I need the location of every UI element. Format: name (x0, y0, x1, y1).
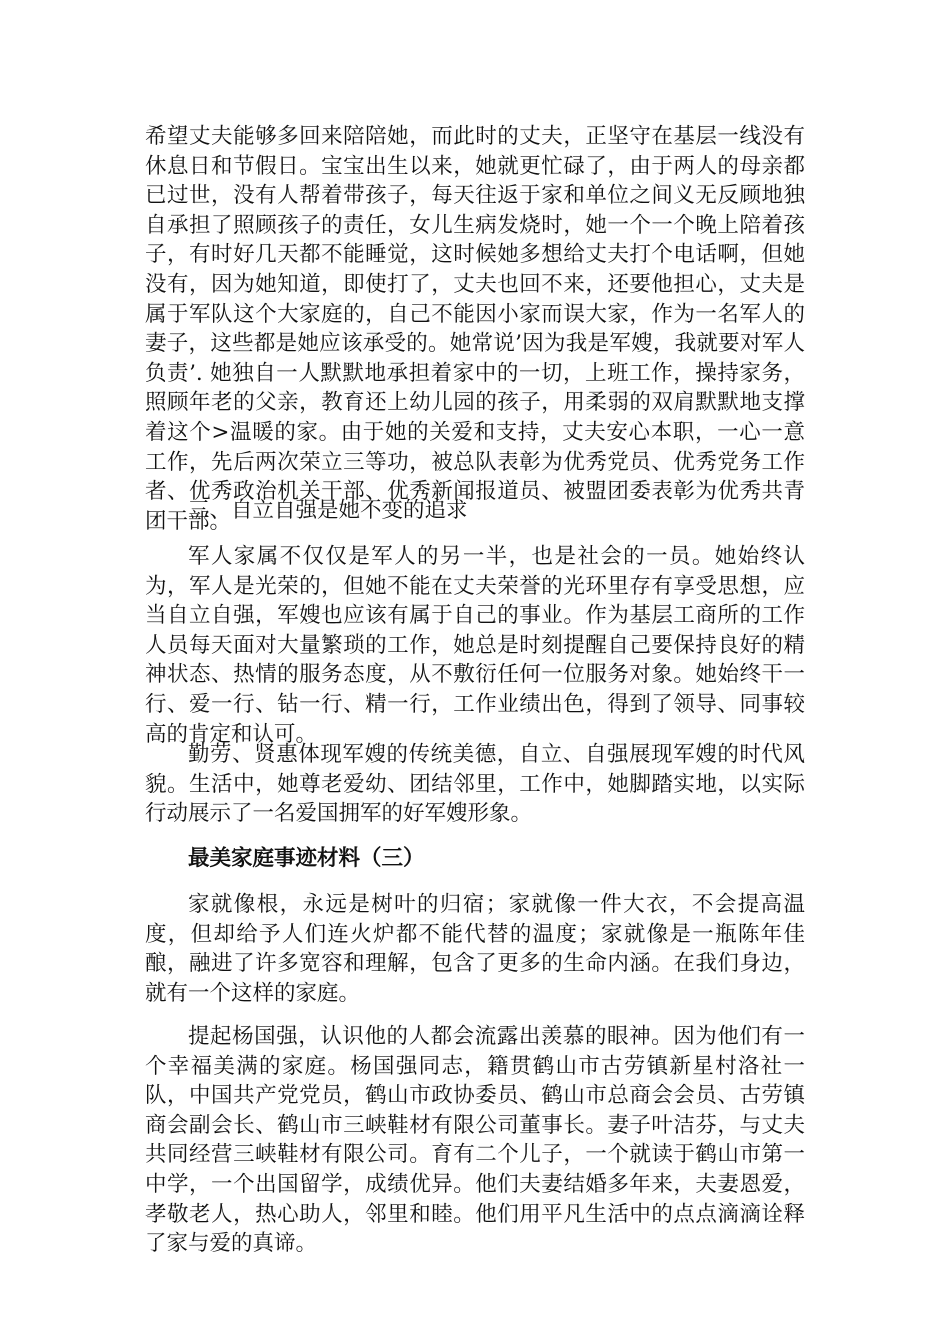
document-heading: 最美家庭事迹材料（三） (188, 846, 425, 871)
paragraph-block (145, 740, 805, 829)
paragraph-block (145, 890, 805, 1008)
heading-block (145, 844, 805, 874)
paragraph-block (145, 542, 805, 749)
section-title: 三、自立自强是她不变的追求 (188, 498, 468, 523)
body-paragraph: 希望丈夫能够多回来陪陪她，而此时的丈夫，正坚守在基层一线没有休息日和节假日。宝宝出生以来，她就更忙碌了，由于两人的母亲都已过世，没有人帮着带孩子，每天往返于家和单位之间义无反顾地独自承担了照顾孩子的责任，女儿生病发烧时，她一个一个晚上陪着孩子，有时好几天都不能睡觉，这时候她多想给丈夫打个电话啊，但她没有，因为她知道，即使打了，丈夫也回不来，还要他担心，丈夫是属于军队这个大家庭的，自己不能因小家而误大家，作为一名军人的妻子，这些都是她应该承受的。她常说’因为我是军嫂，我就要对军人负责’. 她独自一人默默地承担着家中的一切，上班工作，操持家务，照顾年老的父亲，教育还上幼儿园的孩子，用柔弱的双肩默默地支撑着这个>温暖的家。由于她的关爱和支持，丈夫安心本职，一心一意工作，先后两次荣立三等功，被总队表彰为优秀党员、优秀党务工作者、优秀政治机关干部、优秀新闻报道员、被盟团委表彰为优秀共青团干部。 (145, 124, 805, 534)
body-paragraph: 军人家属不仅仅是军人的另一半，也是社会的一员。她始终认为，军人是光荣的，但她不能在丈夫荣誉的光环里存有享受思想，应当自立自强，军嫂也应该有属于自己的事业。作为基层工商所的工作人员每天面对大量繁琐的工作，她总是时刻提醒自己要保持良好的精神状态、热情的服务态度，从不敷衍任何一位服务对象。她始终干一行、爱一行、钻一行、精一行，工作业绩出色，得到了领导、同事较高的肯定和认可。 (145, 544, 805, 747)
section-title-block (145, 496, 805, 526)
body-paragraph: 家就像根，永远是树叶的归宿；家就像一件大衣，不会提高温度，但却给予人们连火炉都不能代替的温度；家就像是一瓶陈年佳酿，融进了许多宽容和理解，包含了更多的生命内涵。在我们身边，就有一个这样的家庭。 (145, 892, 805, 1006)
body-paragraph: 勤劳、贤惠体现军嫂的传统美德，自立、自强展现军嫂的时代风貌。生活中，她尊老爱幼、团结邻里，工作中，她脚踏实地，以实际行动展示了一名爱国拥军的好军嫂形象。 (145, 742, 805, 827)
body-paragraph: 提起杨国强，认识他的人都会流露出羡慕的眼神。因为他们有一个幸福美满的家庭。杨国强同志，籍贯鹤山市古劳镇新星村洛社一队，中国共产党党员，鹤山市政协委员、鹤山市总商会会员、古劳镇商会副会长、鹤山市三峡鞋材有限公司董事长。妻子叶洁芬，与丈夫共同经营三峡鞋材有限公司。育有二个儿子，一个就读于鹤山市第一中学，一个出国留学，成绩优异。他们夫妻结婚多年来，夫妻恩爱，孝敬老人，热心助人，邻里和睦。他们用平凡生活中的点点滴滴诠释了家与爱的真谛。 (145, 1024, 805, 1257)
paragraph-block (145, 122, 805, 536)
paragraph-block (145, 1022, 805, 1259)
